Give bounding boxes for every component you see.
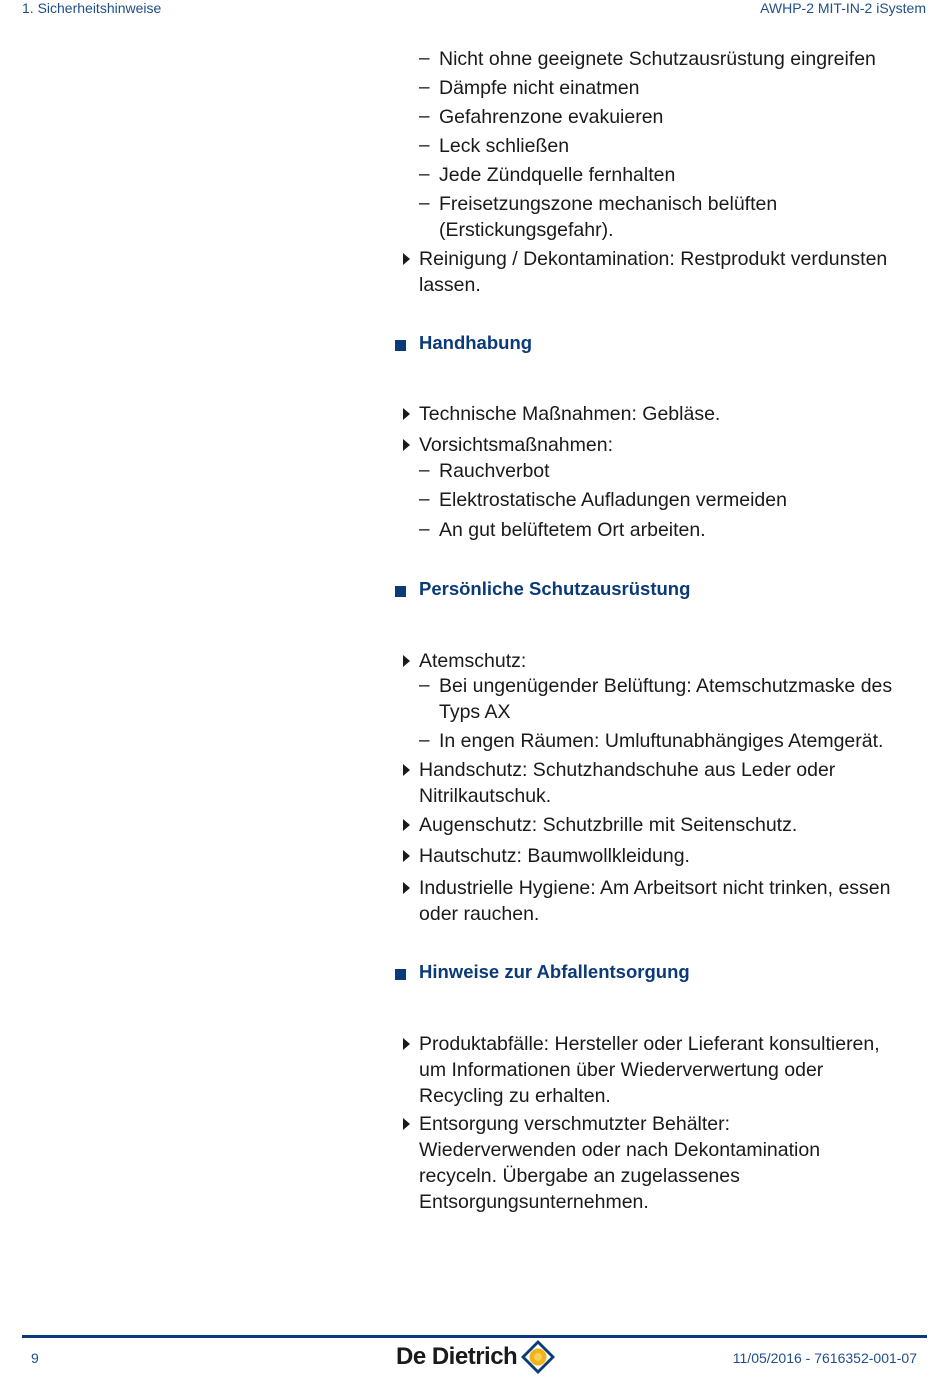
bullet-arrow-icon [403,439,410,451]
list-item: Hautschutz: Baumwollkleidung. [419,845,690,867]
bullet-arrow-icon [403,655,410,667]
dash-bullet: – [419,675,430,696]
section-heading-ppe: Persönliche Schutzausrüstung [419,578,691,599]
bullet-arrow-icon [403,819,410,831]
list-item: Nicht ohne geeignete Schutzausrüstung eingreifen [439,48,876,70]
header-document-title: AWHP-2 MIT-IN-2 iSystem [760,0,926,16]
list-item: Jede Zündquelle fernhalten [439,164,676,186]
brand-logo [396,1337,556,1377]
list-item: Atemschutz: [419,650,527,672]
list-item: Leck schließen [439,135,570,157]
dash-bullet: – [419,730,430,751]
bullet-arrow-icon [403,253,410,265]
dash-bullet: – [419,135,430,156]
brand-diamond-icon [520,1339,556,1375]
list-item-continuation: recyceln. Übergabe an zugelassenes [419,1165,740,1187]
section-heading-disposal: Hinweise zur Abfallentsorgung [419,961,690,982]
list-item: Bei ungenügender Belüftung: Atemschutzmaske des [439,675,893,697]
list-item-continuation: um Informationen über Wiederverwertung oder [419,1059,824,1081]
heading-square-icon [395,340,406,351]
dash-bullet: – [419,164,430,185]
dash-bullet: – [419,460,430,481]
list-item: Produktabfälle: Hersteller oder Lieferant konsultieren, [419,1033,880,1055]
dash-bullet: – [419,193,430,214]
document-reference: 11/05/2016 - 7616352-001-07 [732,1350,917,1366]
list-item: Vorsichtsmaßnahmen: [419,434,614,456]
list-item: Dämpfe nicht einatmen [439,77,640,99]
bullet-arrow-icon [403,882,410,894]
list-item: Rauchverbot [439,460,550,482]
list-item-continuation: Recycling zu erhalten. [419,1085,611,1107]
section-heading-handling: Handhabung [419,332,533,353]
list-item: Handschutz: Schutzhandschuhe aus Leder oder [419,759,836,781]
bullet-arrow-icon [403,1038,410,1050]
list-item-continuation: Entsorgungsunternehmen. [419,1191,649,1213]
heading-square-icon [395,969,406,980]
page-number: 9 [31,1350,39,1366]
brand-name: De Dietrich [396,1343,518,1370]
header-section-title: 1. Sicherheitshinweise [22,0,162,16]
list-item: Gefahrenzone evakuieren [439,106,664,128]
bullet-arrow-icon [403,850,410,862]
bullet-arrow-icon [403,764,410,776]
dash-bullet: – [419,48,430,69]
list-item: Reinigung / Dekontamination: Restprodukt verdunsten [419,248,888,270]
dash-bullet: – [419,106,430,127]
list-item-continuation: (Erstickungsgefahr). [439,219,614,241]
list-item-continuation: Nitrilkautschuk. [419,785,552,807]
list-item: An gut belüftetem Ort arbeiten. [439,519,706,541]
list-item-continuation: oder rauchen. [419,903,540,925]
list-item: Entsorgung verschmutzter Behälter: [419,1113,731,1135]
bullet-arrow-icon [403,1118,410,1130]
list-item: Elektrostatische Aufladungen vermeiden [439,489,787,511]
list-item-continuation: Typs AX [439,701,511,723]
list-item: Industrielle Hygiene: Am Arbeitsort nicht trinken, essen [419,877,891,899]
list-item: Augenschutz: Schutzbrille mit Seitenschutz. [419,814,798,836]
dash-bullet: – [419,77,430,98]
list-item: In engen Räumen: Umluftunabhängiges Atemgerät. [439,730,884,752]
list-item-continuation: lassen. [419,274,481,296]
heading-square-icon [395,586,406,597]
bullet-arrow-icon [403,408,410,420]
list-item-continuation: Wiederverwenden oder nach Dekontamination [419,1139,821,1161]
list-item: Technische Maßnahmen: Gebläse. [419,403,721,425]
dash-bullet: – [419,519,430,540]
list-item: Freisetzungszone mechanisch belüften [439,193,778,215]
dash-bullet: – [419,489,430,510]
